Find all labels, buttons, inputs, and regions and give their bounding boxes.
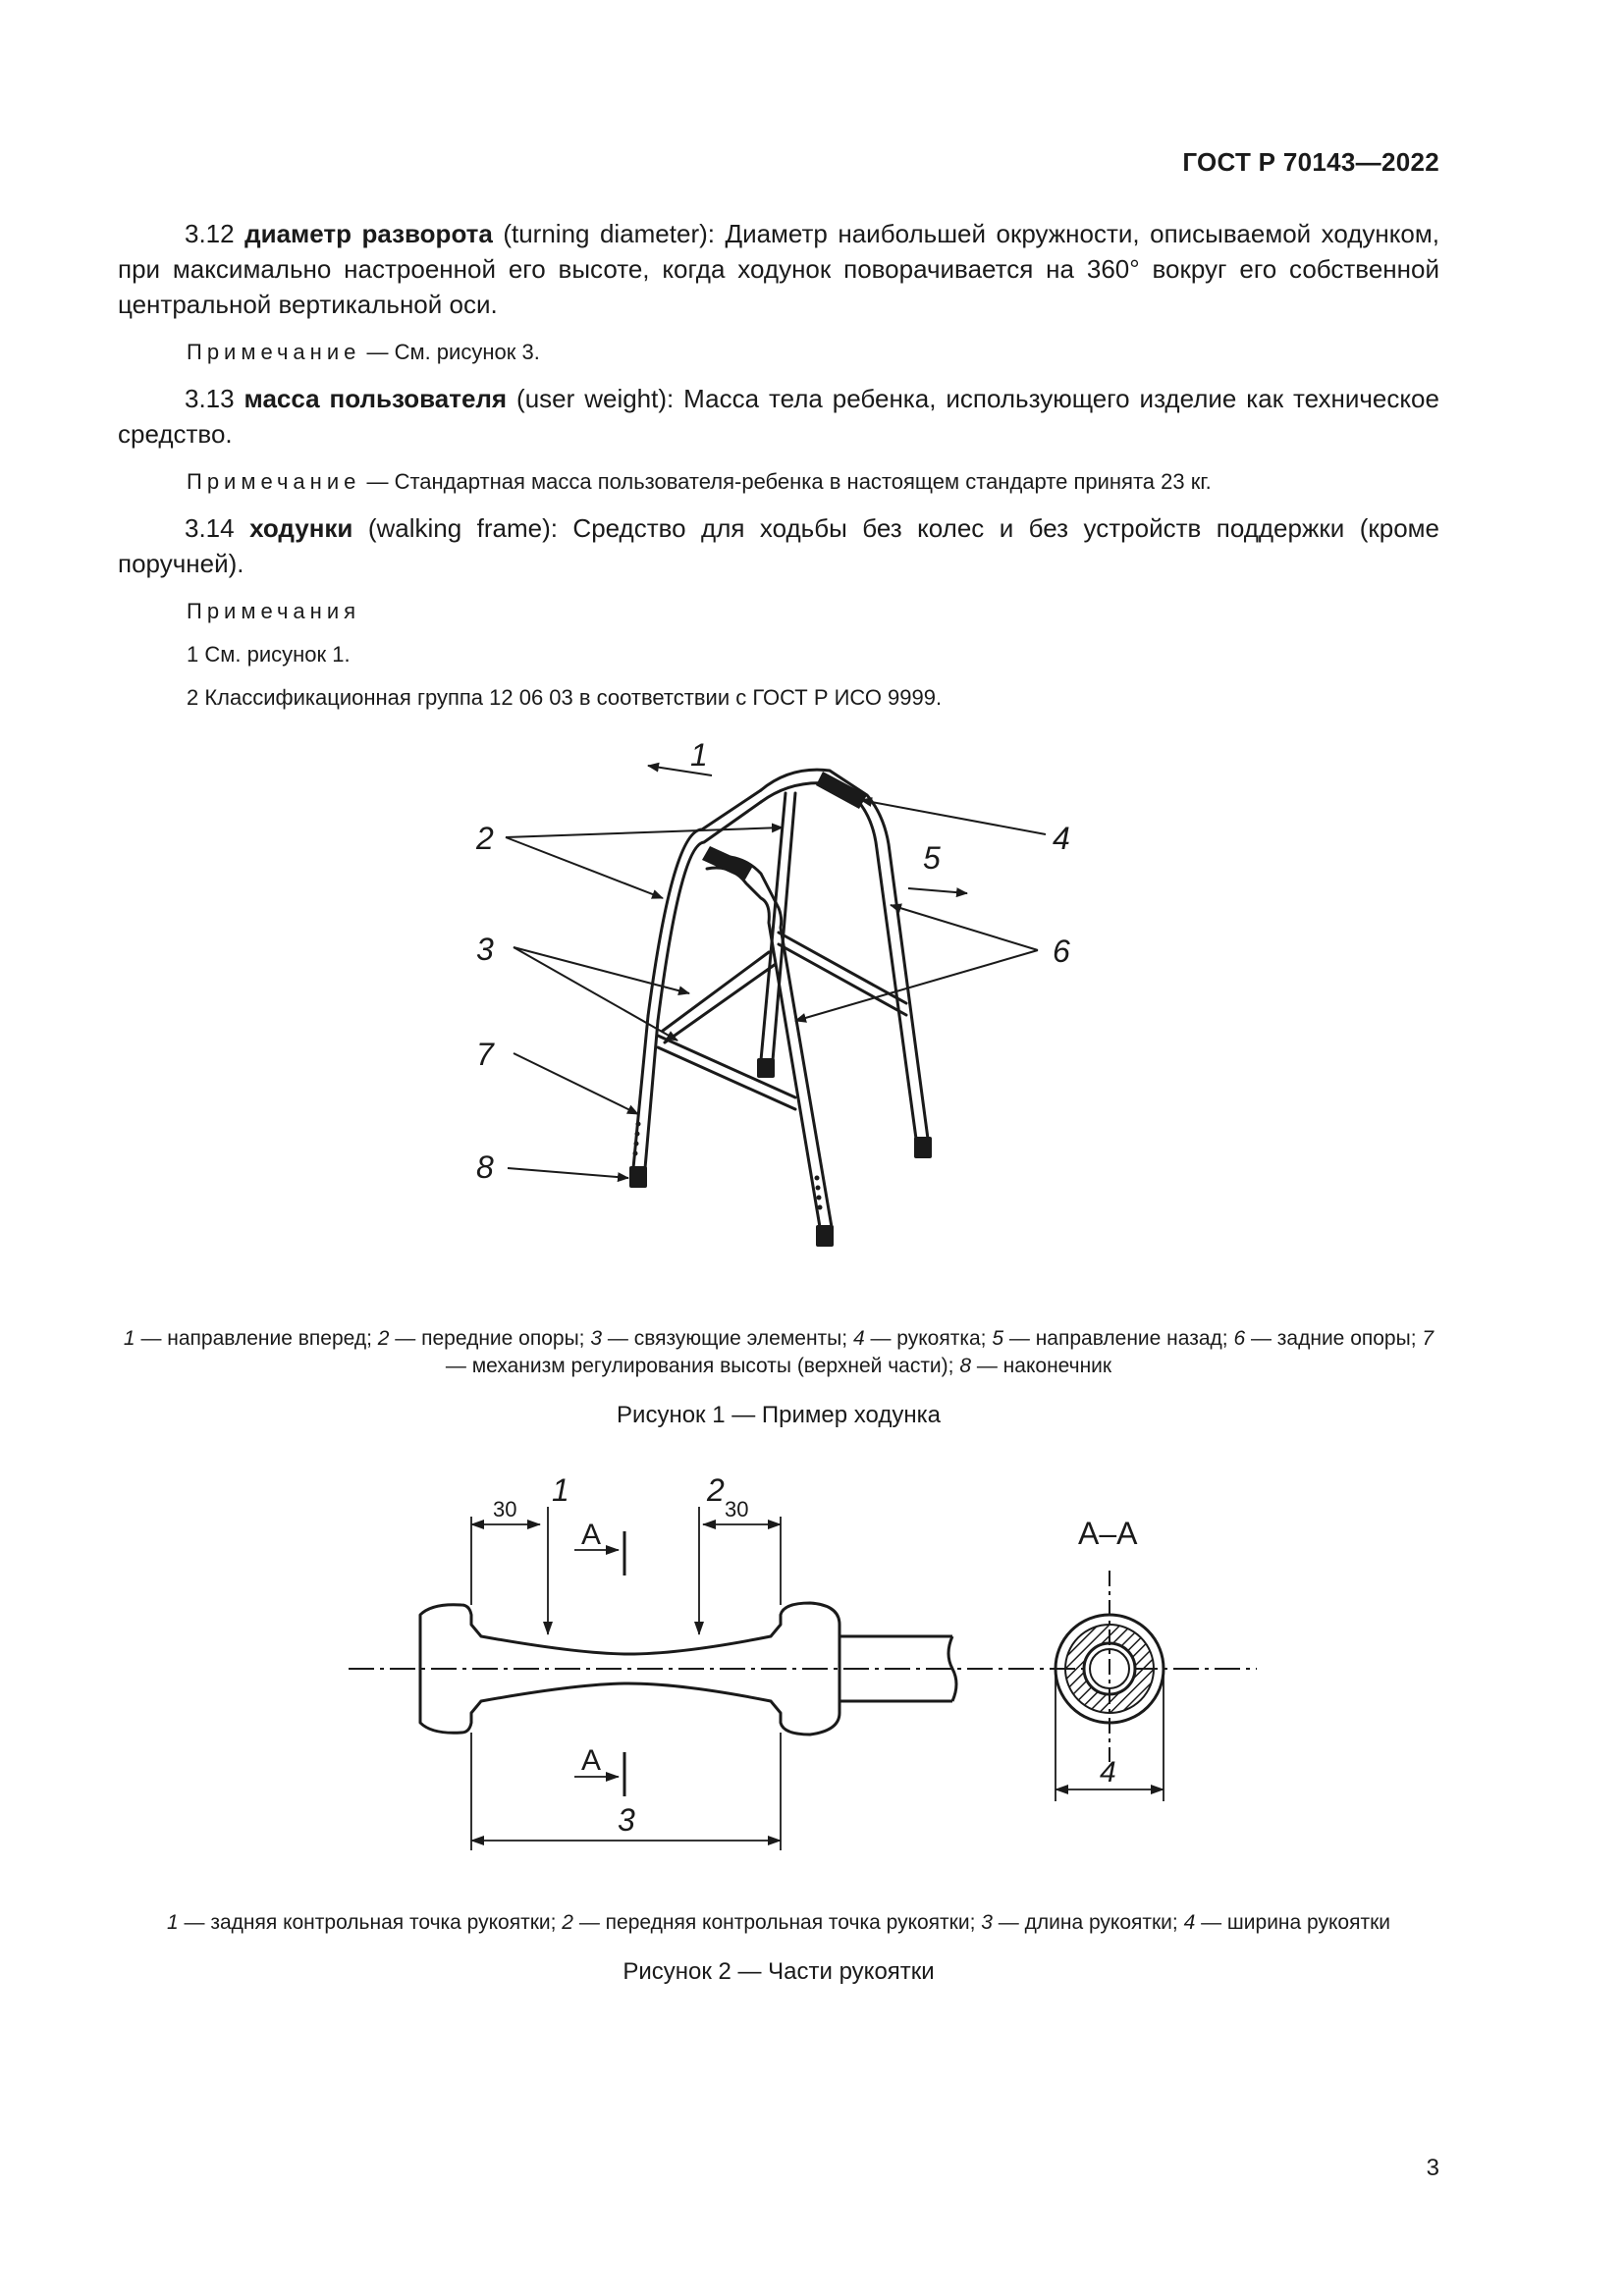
section-mark-top: А xyxy=(581,1519,602,1551)
figure-1-caption: Рисунок 1 — Пример ходунка xyxy=(617,1402,941,1428)
legend-item: 5 — направление назад; xyxy=(992,1327,1234,1350)
definition-text: (user weight): Масса тела ребенка, использующего изделие как техническое средство. xyxy=(118,384,1439,449)
legend-item: 2 — передняя контрольная точка рукоятки; xyxy=(562,1911,982,1934)
figure-2-caption: Рисунок 2 — Части рукоятки xyxy=(623,1958,935,1985)
note-label: Примечание xyxy=(187,469,361,494)
definition-3-12 xyxy=(118,216,1439,322)
label-4: 4 xyxy=(1053,821,1070,856)
term: диаметр разворота xyxy=(244,219,493,248)
legend-item: 3 — связующие элементы; xyxy=(590,1327,853,1350)
legend-item: 4 — рукоятка; xyxy=(852,1327,993,1350)
legend-item: 7 — механизм регулирования высоты (верхней части); xyxy=(445,1327,1435,1377)
walker-drawing xyxy=(437,736,1105,1286)
term: масса пользователя xyxy=(244,384,508,413)
dim-30-left: 30 xyxy=(493,1497,517,1522)
label-3: 3 xyxy=(618,1802,635,1838)
label-8: 8 xyxy=(476,1149,494,1185)
handgrip-drawing xyxy=(334,1477,1257,1890)
note-item: 1 См. рисунок 1. xyxy=(187,642,351,667)
note-item: 2 Классификационная группа 12 06 03 в соответствии с ГОСТ Р ИСО 9999. xyxy=(187,685,943,710)
notes-3-14-label xyxy=(118,597,1439,626)
dim-30-right: 30 xyxy=(725,1497,749,1522)
legend-item: 1 — задняя контрольная точка рукоятки; xyxy=(166,1911,563,1934)
label-4: 4 xyxy=(1100,1756,1116,1789)
note-text: — Стандартная масса пользователя-ребенка в настоящем стандарте принята 23 кг. xyxy=(360,469,1212,494)
definitions-block xyxy=(118,216,1439,726)
legend-item: 4 — ширина рукоятки xyxy=(1183,1911,1390,1934)
legend-item: 6 — задние опоры; xyxy=(1233,1327,1423,1350)
definition-text: (walking frame): Средство для ходьбы без колес и без устройств поддержки (кроме поручней). xyxy=(118,513,1439,578)
definition-text: (turning diameter): Диаметр наибольшей окружности, описываемой ходунком, при максимально настроенной его высоте, когда ходунок поворачивается на 360° вокруг его собственной центральной вертикальной оси. xyxy=(118,219,1439,319)
legend-item: 3 — длина рукоятки; xyxy=(981,1911,1184,1934)
clause-number: 3.13 xyxy=(185,384,235,413)
page-number: 3 xyxy=(1426,2155,1439,2181)
document-id: ГОСТ Р 70143—2022 xyxy=(1182,147,1439,177)
legend-item: 2 — передние опоры; xyxy=(377,1327,591,1350)
label-3: 3 xyxy=(476,932,494,967)
figure-1-legend xyxy=(118,1325,1439,1380)
label-5: 5 xyxy=(923,840,941,876)
note-label: Примечания xyxy=(187,599,361,623)
term: ходунки xyxy=(249,513,353,543)
label-1: 1 xyxy=(690,737,708,773)
note-label: Примечание xyxy=(187,340,361,364)
legend-item: 8 — наконечник xyxy=(959,1355,1112,1377)
clause-number: 3.14 xyxy=(185,513,235,543)
clause-number: 3.12 xyxy=(185,219,235,248)
note-text: — См. рисунок 3. xyxy=(360,340,540,364)
section-view-label: А–А xyxy=(1078,1516,1138,1551)
label-7: 7 xyxy=(476,1037,494,1072)
definition-3-14 xyxy=(118,510,1439,581)
label-1: 1 xyxy=(552,1477,569,1508)
label-6: 6 xyxy=(1053,934,1070,969)
label-2: 2 xyxy=(476,821,494,856)
figure-2-legend xyxy=(118,1909,1439,1937)
note-3-13 xyxy=(118,467,1439,497)
section-mark-bottom: А xyxy=(581,1744,602,1777)
legend-item: 1 — направление вперед; xyxy=(123,1327,378,1350)
note-3-12 xyxy=(118,338,1439,367)
definition-3-13 xyxy=(118,381,1439,452)
label-2: 2 xyxy=(707,1477,725,1508)
